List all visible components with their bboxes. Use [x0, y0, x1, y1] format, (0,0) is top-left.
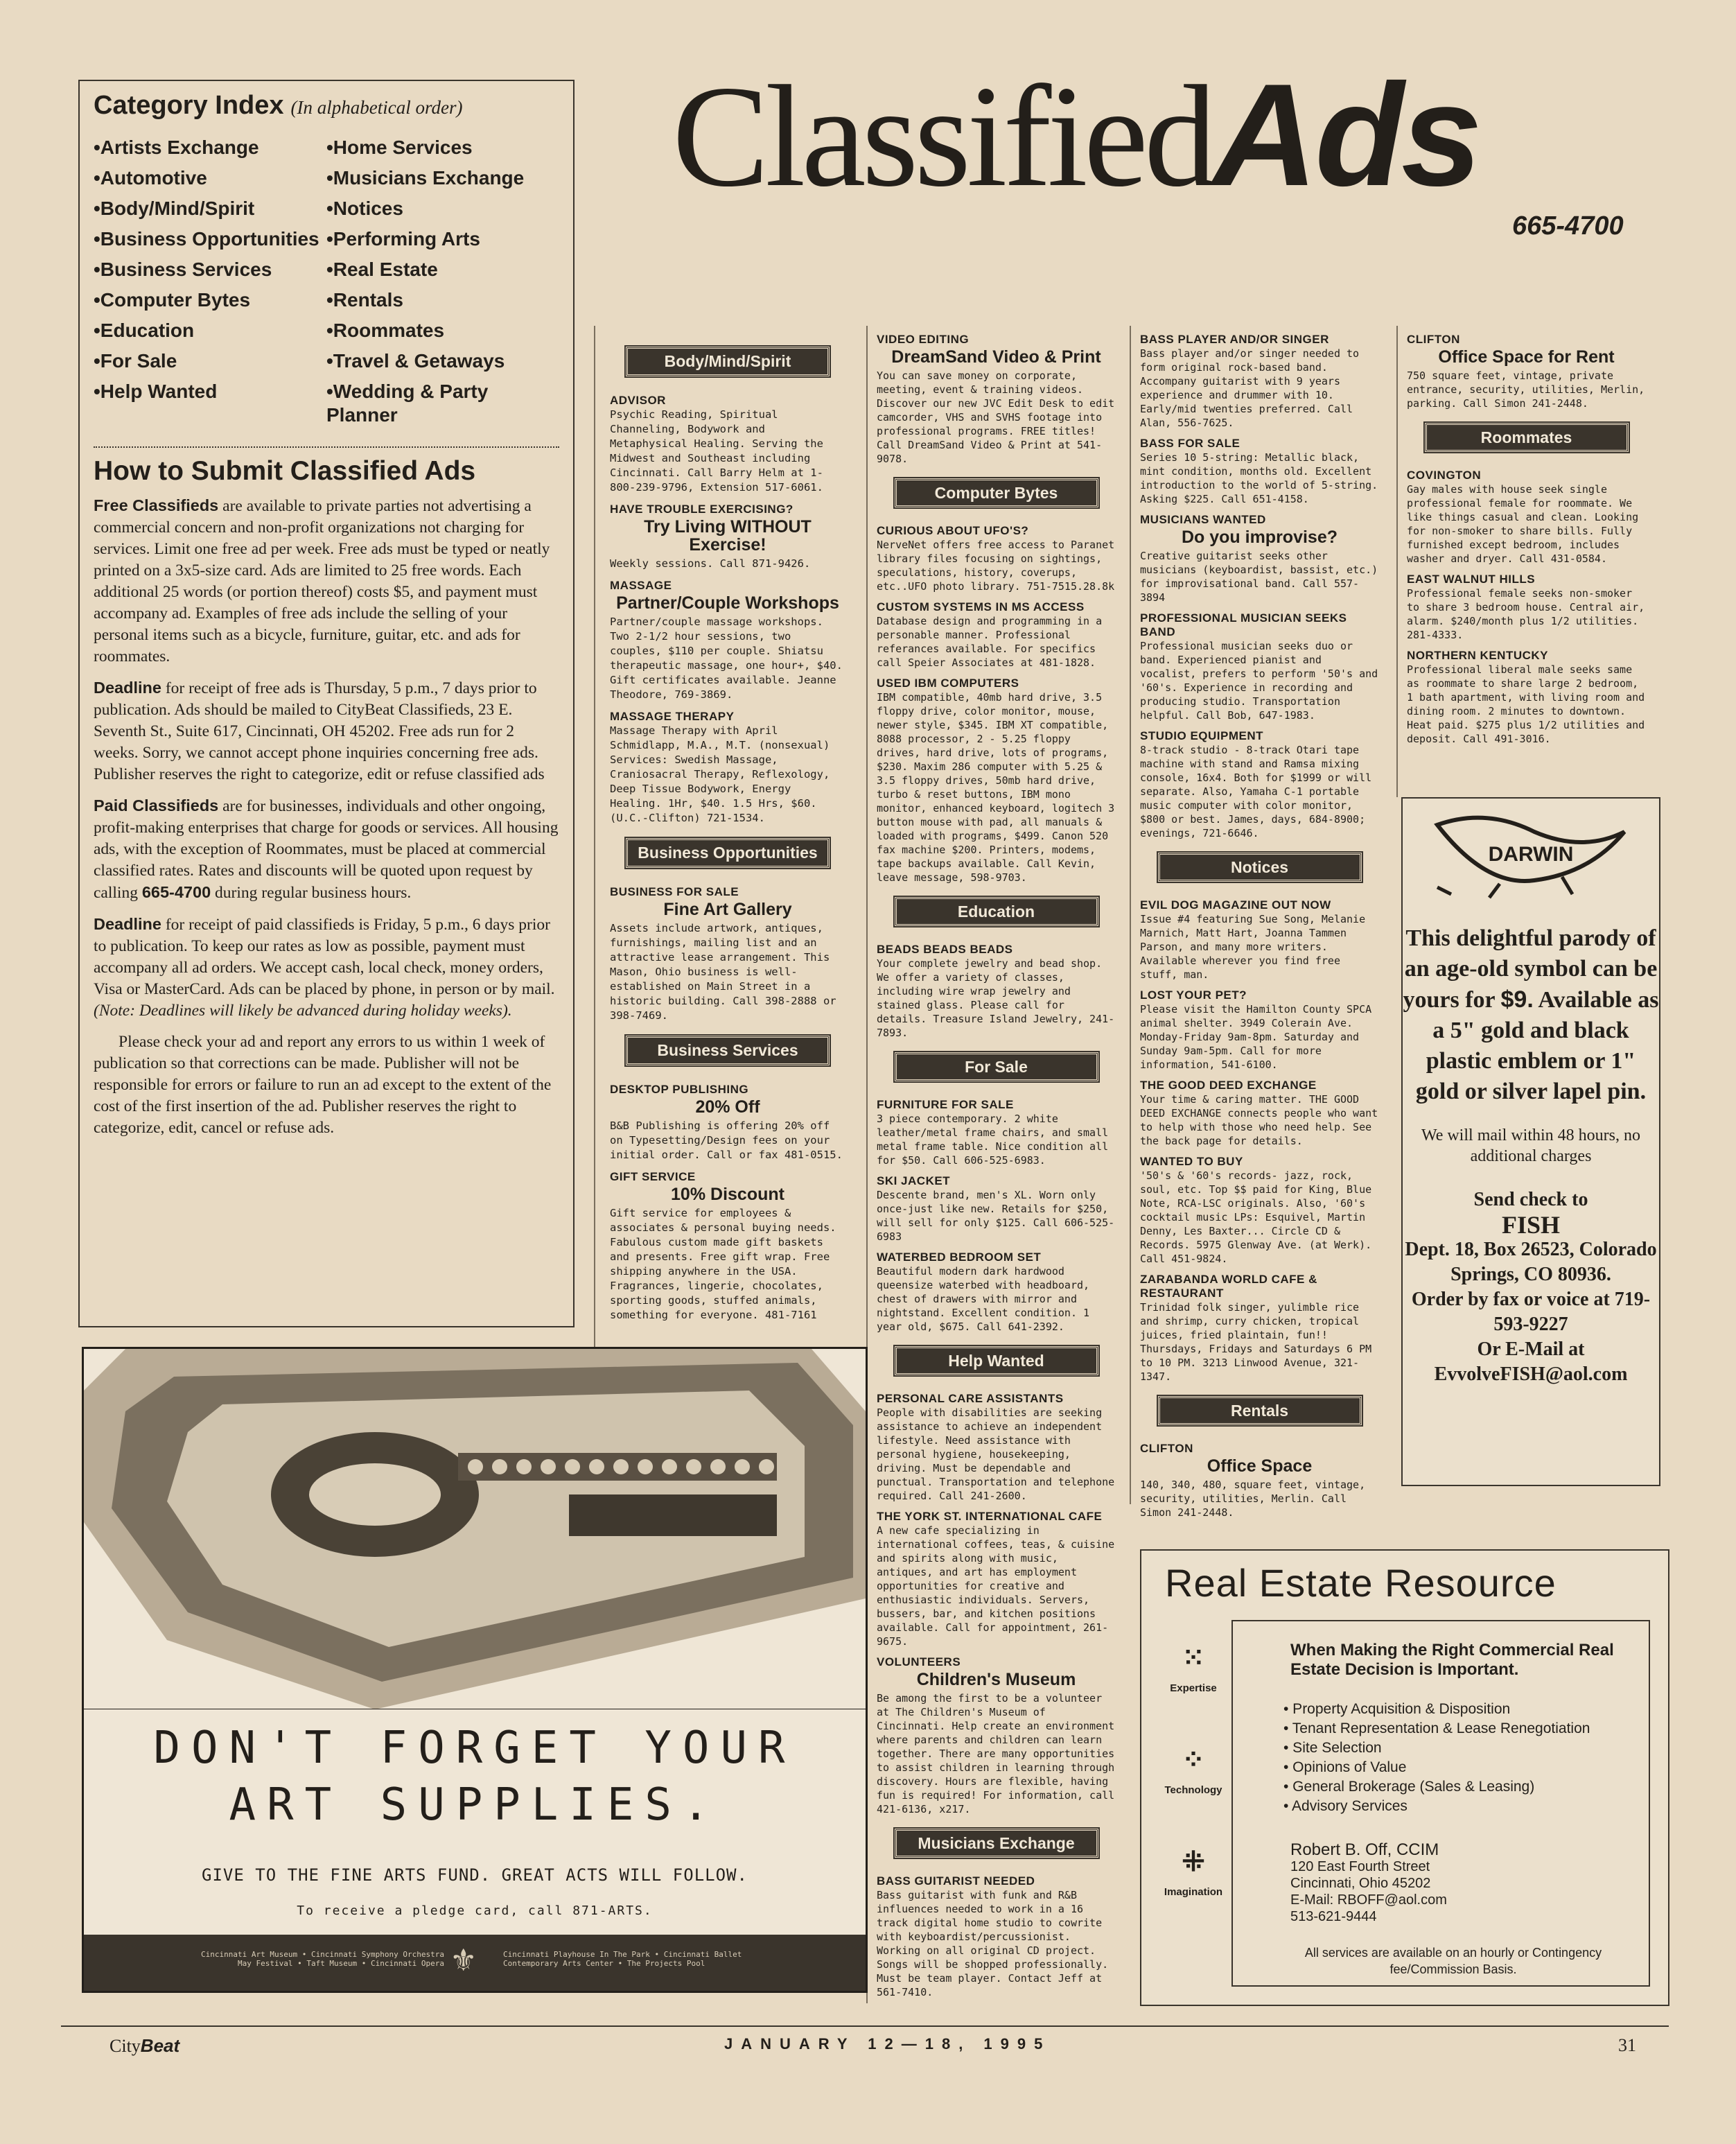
- ad-text: Database design and programming in a personable manner. Professional referances available. For specifics call Speier Associates at 481-1828.: [877, 615, 1103, 669]
- ad-heading: WANTED TO BUY: [1140, 1155, 1243, 1168]
- fine-arts-pledge: To receive a pledge card, call 871-ARTS.: [297, 1903, 653, 1918]
- ad-title: Try Living WITHOUT Exercise!: [644, 517, 812, 555]
- category-item: •For Sale: [94, 350, 177, 372]
- category-item: •Notices: [326, 198, 403, 219]
- ad-text: IBM compatible, 40mb hard drive, 3.5 floppy drive, color monitor, mouse, newer style, $345. IBM XT compatible, 8088 processor, 2 - 5.25 floppy drives, hard drive, lots of programs, $230. Maxim 286 computer with 5.25 & 3.5 floppy drives, 50mb hard drive, turbo & reset buttons, IBM mono monitor, enhanced keyboard, logitech 3 button mouse with pad, all manuals & loaded with programs, $499. Canon 520 fax machine $200. Printers, modems, tape backups available. Call Kevin, leave message, 598-9703.: [877, 691, 1115, 884]
- ad-text: Bass player and/or singer needed to form original rock-based band. Accompany guitarist with 9 years experience and drummer with 10. Early/mid twenties preferred. Call Alan, 556-7625.: [1140, 347, 1360, 429]
- category-item: •Business Services: [94, 259, 272, 280]
- ad-title: Partner/Couple Workshops: [616, 593, 839, 613]
- ad-title: 20% Off: [695, 1097, 760, 1117]
- ad-heading: DESKTOP PUBLISHING: [610, 1083, 749, 1096]
- section-header: Business Opportunities: [626, 838, 830, 868]
- ad-text: Creative guitarist seeks other musicians (keyboardist, bassist, etc.) for improvisational band. Call 557-3894: [1140, 550, 1378, 604]
- footer-logo: CityBeat: [109, 2035, 180, 2056]
- category-item: •Automotive: [94, 167, 207, 189]
- ad-text: Gay males with house seek single professional female for roommate. We like things casual and clean. Looking for non-smoker to share bills. Fully furnished except bedroom, includes washer and dryer. Call 431-0584.: [1407, 483, 1639, 565]
- category-item: •Artists Exchange: [94, 137, 259, 158]
- fine-arts-fund-logo: ⚜: [450, 1944, 477, 1978]
- category-item: •Home Services: [326, 137, 473, 158]
- divider: [94, 446, 559, 448]
- technology-icon: ⁘: [1182, 1745, 1205, 1775]
- ad-text: Your time & caring matter. THE GOOD DEED EXCHANGE connects people who want to help with those who need help. See the back page for details.: [1140, 1093, 1378, 1147]
- category-item: •Business Opportunities: [94, 228, 319, 250]
- ads-column-3: [1140, 326, 1379, 1519]
- ad-text: Gift service for employees & associates & personal buying needs. Fabulous custom made gift baskets and presents. Free gift wrap. Free shipping anywhere in the USA. Fragrances, lingerie, chocolates, sporting goods, stuffed animals, something for everyone. 481-7161: [610, 1207, 836, 1321]
- ad-text: Professional female seeks non-smoker to share 3 bedroom house. Central air, alarm. $240/month plus 1/2 utilities. 281-4333.: [1407, 587, 1645, 641]
- real-estate-icons: ⁙ Expertise ⁘ Technology ⁜ Imagination: [1155, 1634, 1231, 1898]
- category-item: •Body/Mind/Spirit: [94, 198, 255, 219]
- ad-text: Your complete jewelry and bead shop. We offer a variety of classes, including wire wrap jewelry and stained glass. Please call for details. Treasure Island Jewelry, 241-7893.: [877, 957, 1115, 1039]
- real-estate-services: • Property Acquisition & Disposition • Tenant Representation & Lease Renegotiation • Site Selection • Opinions of Value • General Brokerage (Sales & Leasing) • Advisory Services: [1283, 1701, 1590, 1814]
- ad-heading: BASS FOR SALE: [1140, 437, 1240, 450]
- ad-heading: THE GOOD DEED EXCHANGE: [1140, 1079, 1317, 1092]
- column-rule: [1130, 326, 1131, 1504]
- ad-heading: NORTHERN KENTUCKY: [1407, 649, 1548, 662]
- ad-text: NerveNet offers free access to Paranet library files focusing on sightings, speculations, history, coverups, etc..UFO photo library. 751-7515.28.8k: [877, 539, 1115, 593]
- ad-text: Partner/couple massage workshops. Two 2-1/2 hour sessions, two couples, $110 per couple. Shiatsu therapeutic massage, one hour+, $40. Gift certificates available. Jeanne Theodore, 769-3869.: [610, 616, 843, 701]
- category-item: •Performing Arts: [326, 228, 480, 250]
- ad-text: Series 10 5-string: Metallic black, mint condition, months old. Excellent introduction to the world of 5-string. Asking $225. Call 651-4158.: [1140, 451, 1378, 505]
- ads-column-4: [1407, 326, 1646, 746]
- fine-arts-fund-ad: [82, 1347, 868, 1993]
- ad-text: Assets include artwork, antiques, furnishings, mailing list and an attractive lease arrangement. This Mason, Ohio business is well-established on Main Street in a historic building. Call 398-2888 or 398-7469.: [610, 922, 836, 1022]
- ad-heading: BASS GUITARIST NEEDED: [877, 1874, 1035, 1888]
- category-item: •Wedding & Party Planner: [326, 381, 489, 426]
- ad-text: Bass guitarist with funk and R&B influences needed to work in a 16 track digital home studio to cowrite with keyboardist/percussionist. Working on all original CD project. Songs will be shopped professionally. Must be team player. Contact Jeff at 561-7410.: [877, 1889, 1109, 1998]
- ad-heading: MASSAGE: [610, 579, 672, 592]
- dollar-bill-illustration: [84, 1349, 866, 1709]
- category-item: •Computer Bytes: [94, 289, 251, 311]
- darwin-fish-logo: [1423, 811, 1638, 901]
- footer-date: JANUARY 12—18, 1995: [724, 2035, 1051, 2053]
- ad-heading: EVIL DOG MAGAZINE OUT NOW: [1140, 898, 1331, 912]
- category-index-title: Category Index (In alphabetical order): [94, 91, 463, 120]
- ad-heading: CLIFTON: [1407, 333, 1460, 346]
- ad-text: Massage Therapy with April Schmidlapp, M.A., M.T. (nonsexual) Services: Swedish Massage, Craniosacral Therapy, Reflexology, Deep Tissue Bodywork, Energy Healing. 1Hr, $40. 1.5 Hrs, $60. (U.C.-Clifton) 721-1534.: [610, 724, 830, 824]
- real-estate-note: All services are available on an hourly or Contingency fee/Commission Basis.: [1304, 1946, 1602, 1976]
- section-header: Business Services: [626, 1036, 830, 1065]
- member-orgs-left: Cincinnati Art Museum • Cincinnati Symphony Orchestra May Festival • Taft Museum • Cincinnati Opera: [201, 1950, 444, 1968]
- ad-text: Beautiful modern dark hardwood queensize waterbed with headboard, chest of drawers with mirror and nightstand. Excellent condition. 1 year old, $675. Call 641-2392.: [877, 1265, 1090, 1333]
- ad-heading: GIFT SERVICE: [610, 1170, 696, 1183]
- expertise-icon: ⁙: [1182, 1643, 1205, 1673]
- real-estate-ad: [1140, 1549, 1669, 2006]
- ads-column-2: [877, 326, 1116, 1999]
- ads-column-1: [610, 326, 845, 1323]
- ad-title: 10% Discount: [671, 1185, 784, 1204]
- ad-heading: CUSTOM SYSTEMS IN MS ACCESS: [877, 600, 1085, 613]
- fine-arts-members-bar: [84, 1935, 866, 1991]
- ad-text: People with disabilities are seeking assistance to achieve an independent lifestyle. Need assistance with personal hygiene, housekeeping, driving. Must be dependable and punctual. Transportation and telephone required. Call 241-2600.: [877, 1406, 1115, 1502]
- ad-text: Professional liberal male seeks same as roommate to share large 2 bedroom, 1 bath apartment, with living room and dining room. 2 minutes to downtown. Heat paid. $275 plus 1/2 utilities and deposit. Call 491-3016.: [1407, 663, 1645, 745]
- ad-heading: ADVISOR: [610, 394, 666, 407]
- darwin-mail: We will mail within 48 hours, no additional charges: [1421, 1126, 1641, 1165]
- category-item: •Real Estate: [326, 259, 438, 280]
- ad-heading: LOST YOUR PET?: [1140, 988, 1247, 1002]
- page-number: 31: [1618, 2035, 1636, 2055]
- real-estate-headline: When Making the Right Commercial Real Estate Decision is Important.: [1290, 1641, 1614, 1679]
- ad-heading: ZARABANDA WORLD CAFE & RESTAURANT: [1140, 1273, 1317, 1300]
- section-header: Notices: [1158, 853, 1362, 882]
- category-index-box: [78, 80, 575, 1327]
- category-item: •Rentals: [326, 289, 403, 311]
- ad-text: Descente brand, men's XL. Worn only once-just like new. Retails for $250, will sell for only $125. Call 606-525-6983: [877, 1189, 1115, 1243]
- ad-heading: BASS PLAYER AND/OR SINGER: [1140, 333, 1329, 346]
- section-header: Roommates: [1425, 423, 1629, 452]
- ad-title: DreamSand Video & Print: [891, 347, 1101, 367]
- ad-heading: USED IBM COMPUTERS: [877, 677, 1019, 690]
- ad-title: Fine Art Gallery: [663, 900, 792, 919]
- ad-heading: MASSAGE THERAPY: [610, 710, 735, 723]
- ad-heading: COVINGTON: [1407, 469, 1482, 482]
- fine-arts-headline: DON'T FORGET YOUR ART SUPPLIES.: [153, 1723, 796, 1831]
- ad-text: Psychic Reading, Spiritual Channeling, Bodywork and Metaphysical Healing. Serving the Midwest and Southeast including Cincinnati. Call Barry Helm at 1-800-239-9796, Extension 517-6061.: [610, 408, 823, 494]
- ad-heading: SKI JACKET: [877, 1174, 951, 1187]
- real-estate-title: Real Estate Resource: [1165, 1561, 1557, 1605]
- ad-heading: BEADS BEADS BEADS: [877, 943, 1013, 956]
- masthead-phone: 665-4700: [1512, 211, 1624, 241]
- category-item: •Travel & Getaways: [326, 350, 505, 372]
- ad-text: 3 piece contemporary. 2 white leather/metal frame chairs, and small metal frame table. Nice condition all for $50. Call 606-525-6983.: [877, 1113, 1109, 1167]
- submit-title: How to Submit Classified Ads: [94, 456, 476, 486]
- ad-text: 750 square feet, vintage, private entrance, security, utilities, Merlin, parking. Call Simon 241-2448.: [1407, 369, 1645, 410]
- ad-title: Children's Museum: [916, 1670, 1076, 1689]
- ad-heading: BUSINESS FOR SALE: [610, 885, 739, 898]
- ad-heading: VIDEO EDITING: [877, 333, 970, 346]
- section-header: Body/Mind/Spirit: [626, 347, 830, 376]
- section-header: Rentals: [1158, 1396, 1362, 1425]
- ad-heading: MUSICIANS WANTED: [1140, 513, 1266, 526]
- section-header: Education: [895, 897, 1098, 926]
- ad-text: Please visit the Hamilton County SPCA animal shelter. 3949 Colerain Ave. Monday-Friday 9am-8pm. Saturday and Sunday 9am-5pm. Call for more information, 541-6100.: [1140, 1003, 1372, 1071]
- ad-text: Issue #4 featuring Sue Song, Melanie Marnich, Matt Hart, Joanna Tammen Parson, and many more writers. Available wherever you find free stuff, man.: [1140, 913, 1366, 981]
- ad-title: Do you improvise?: [1181, 528, 1338, 547]
- column-rule: [1396, 326, 1398, 797]
- ad-text: Weekly sessions. Call 871-9426.: [610, 557, 811, 570]
- section-header: For Sale: [895, 1052, 1098, 1081]
- ad-heading: EAST WALNUT HILLS: [1407, 573, 1536, 586]
- ad-heading: PROFESSIONAL MUSICIAN SEEKS BAND: [1140, 611, 1347, 638]
- ad-text: 8-track studio - 8-track Otari tape machine with stand and Ramsa mixing console, 16x4. Both for $1999 or will separate. Also, Yamaha C-1 portable music computer with color monitor, $800 or best. James, days, 684-8900; evenings, 721-6646.: [1140, 744, 1372, 839]
- ad-text: Be among the first to be a volunteer at The Children's Museum of Cincinnati. Help create an environment where parents and children can learn together. There are many opportunities to assist children in learning through discovery. Hours are flexible, having fun is required! For information, call 421-6136, x217.: [877, 1692, 1115, 1815]
- real-estate-contact: Robert B. Off, CCIM 120 East Fourth Street Cincinnati, Ohio 45202 E-Mail: RBOFF@aol.com 513-621-9444: [1290, 1840, 1447, 1924]
- ad-heading: FURNITURE FOR SALE: [877, 1098, 1014, 1111]
- ad-heading: THE YORK ST. INTERNATIONAL CAFE: [877, 1510, 1103, 1523]
- section-header: Musicians Exchange: [895, 1829, 1098, 1858]
- ad-text: 140, 340, 480, square feet, vintage, security, utilities, Merlin. Call Simon 241-2448.: [1140, 1479, 1366, 1519]
- ad-heading: VOLUNTEERS: [877, 1655, 961, 1668]
- category-list-left: [94, 136, 326, 434]
- ad-heading: PERSONAL CARE ASSISTANTS: [877, 1392, 1064, 1405]
- ad-text: '50's & '60's records- jazz, rock, soul, etc. Top $$ paid for King, Blue Note, RCA-LSC originals. Also, '60's cocktail music LPs: Esquivel, Martin Denny, Les Baxter... Circle CD & Records. 5975 Glenway Ave. (at Werk). Call 451-9824.: [1140, 1169, 1372, 1265]
- darwin-order: Send check to FISH Dept. 18, Box 26523, Colorado Springs, CO 80936. Order by fax or voice at 719-593-9227 Or E-Mail at EvvolveFISH@aol.com: [1405, 1189, 1657, 1385]
- section-header: Computer Bytes: [895, 478, 1098, 507]
- ad-heading: CLIFTON: [1140, 1442, 1193, 1455]
- imagination-icon: ⁜: [1182, 1847, 1205, 1877]
- ad-heading: CURIOUS ABOUT UFO'S?: [877, 524, 1029, 537]
- category-item: •Education: [94, 320, 195, 341]
- category-item: •Musicians Exchange: [326, 167, 525, 189]
- ad-title: Office Space: [1207, 1456, 1313, 1476]
- member-orgs-right: Cincinnati Playhouse In The Park • Cincinnati Ballet Contemporary Arts Center • The Projects Pool: [503, 1950, 742, 1968]
- svg-text:DARWIN: DARWIN: [1488, 843, 1574, 866]
- category-item: •Roommates: [326, 320, 445, 341]
- darwin-pitch: This delightful parody of an age-old symbol can be yours for $9. Available as a 5" gold and black plastic emblem or 1" gold or silver lapel pin.: [1403, 925, 1659, 1104]
- ad-text: Professional musician seeks duo or band. Experienced pianist and vocalist, prefers to perform '50's and '60's. Experience in recording and producing studio. Transportation helpful. Call Bob, 647-1983.: [1140, 640, 1378, 722]
- fine-arts-tagline: GIVE TO THE FINE ARTS FUND. GREAT ACTS WILL FOLLOW.: [202, 1865, 748, 1885]
- masthead-title: ClassifiedAds: [672, 53, 1480, 217]
- ad-title: Office Space for Rent: [1438, 347, 1615, 367]
- footer-rule: [61, 2025, 1669, 2027]
- ad-text: You can save money on corporate, meeting, event & training videos. Discover our new JVC Edit Desk to edit camcorder, VHS and SVHS footage into professional programs. FREE titles! Call DreamSand Video & Print at 541-9078.: [877, 369, 1115, 465]
- category-list-right: [326, 136, 559, 434]
- ad-text: B&B Publishing is offering 20% off on Typesetting/Design fees on your initial order. Call or fax 481-0515.: [610, 1119, 843, 1161]
- ad-text: Trinidad folk singer, yulimble rice and shrimp, curry chicken, tropical juices, fried plaintain, fun!! Thursdays, Fridays and Saturdays 6 PM to 10 PM. 3213 Linwood Avenue, 321-1347.: [1140, 1301, 1372, 1383]
- ad-heading: WATERBED BEDROOM SET: [877, 1250, 1042, 1264]
- ad-heading: STUDIO EQUIPMENT: [1140, 729, 1264, 742]
- ad-text: A new cafe specializing in international coffees, teas, & cuisine and spirits along with music, antiques, and art has employment opportunities for creative and enthusiastic individuals. Servers, bussers, bar, and kitchen positions available. Call for appointment, 261-9675.: [877, 1524, 1115, 1648]
- submit-instructions: Free Classifieds are available to private parties not advertising a commercial concern and non-profit organizations not charging for services. Limit one free ad per week. Free ads must be typed or neatly printed on a 3x5-size card. Ads are limited to 25 free words. Each additional 25 words (or portion thereof) costs $5, and payment must accompany ad. Examples of free ads include the selling of your personal items such as a bicycle, furniture, guitar, etc. and ads for roommates. Deadline for receipt of free ads is Thursday, 5 p.m., 7 days prior to publication. Ads should be mailed to CityBeat Classifieds, 23 E. Seventh St., Suite 617, Cincinnati, OH 45202. Free ads run for 2 weeks. Sorry, we cannot accept phone inquiries concerning free ads. Publisher reserves the right to categorize, edit or refuse classified ads Paid Classifieds are for businesses, individuals and other ongoing, profit-making enterprises that charge for goods or services. All housing ads, with the exception of Roommates, must be placed at commercial classified rates. Rates and discounts will be quoted upon request by calling 665-4700 during regular business hours. Deadline for receipt of paid classifieds is Friday, 5 p.m., 6 days prior to publication. To keep our rates as low as possible, payment must accompany all ad orders. We accept cash, local check, money orders, Visa or MasterCard. Ads can be placed by phone, in person or by mail. (Note: Deadlines will likely be advanced during holiday weeks). Please check your ad and report any errors to us within 1 week of publication so that corrections can be made. Publisher will not be responsible for errors or failure to run an ad except to the extent of the cost of the first insertion of the ad. Publisher reserves the right to categorize, edit, cancel or refuse ads.: [94, 496, 559, 1137]
- darwin-fish-ad: [1401, 797, 1660, 1486]
- ad-heading: HAVE TROUBLE EXERCISING?: [610, 503, 794, 516]
- section-header: Help Wanted: [895, 1346, 1098, 1375]
- category-item: •Help Wanted: [94, 381, 218, 402]
